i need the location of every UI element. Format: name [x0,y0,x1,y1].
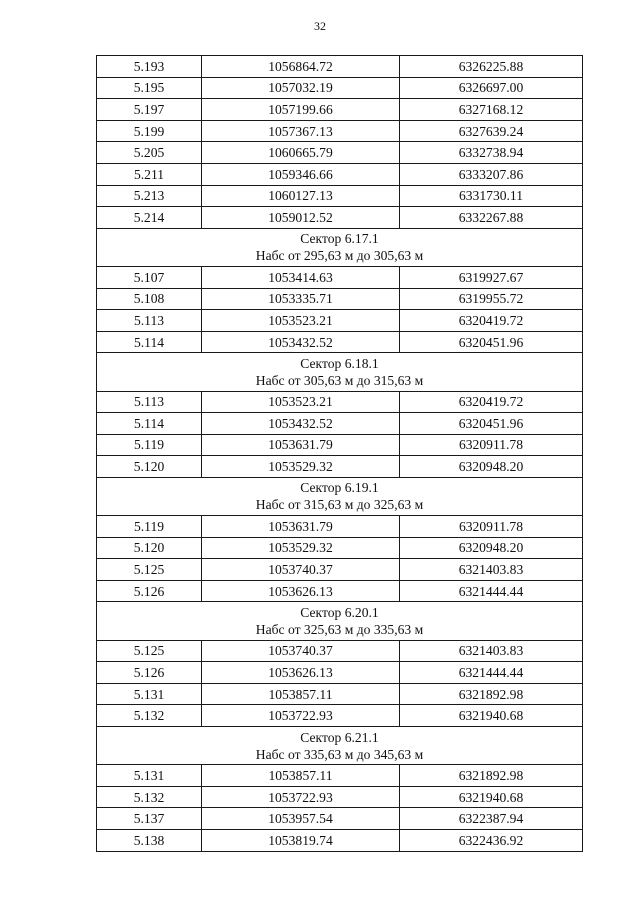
point-id-cell: 5.125 [97,559,202,581]
y-coordinate-cell: 6332267.88 [400,207,583,229]
point-id-cell: 5.120 [97,537,202,559]
table-row [97,207,583,229]
point-id-cell: 5.120 [97,456,202,478]
sector-header-row [97,353,583,391]
table-row [97,142,583,164]
x-coordinate-cell: 1053722.93 [202,705,400,727]
point-id-cell: 5.131 [97,765,202,787]
x-coordinate-cell: 1053626.13 [202,662,400,684]
point-id-cell: 5.114 [97,331,202,353]
x-coordinate-cell: 1053414.63 [202,266,400,288]
point-id-cell: 5.132 [97,786,202,808]
y-coordinate-cell: 6319927.67 [400,266,583,288]
point-id-cell: 5.205 [97,142,202,164]
table-row [97,662,583,684]
sector-header-row [97,727,583,765]
point-id-cell: 5.119 [97,434,202,456]
x-coordinate-cell: 1059012.52 [202,207,400,229]
sector-header-row [97,477,583,515]
point-id-cell: 5.199 [97,120,202,142]
table-row [97,808,583,830]
table-row [97,829,583,851]
x-coordinate-cell: 1053529.32 [202,456,400,478]
point-id-cell: 5.138 [97,829,202,851]
point-id-cell: 5.213 [97,185,202,207]
x-coordinate-cell: 1053722.93 [202,786,400,808]
y-coordinate-cell: 6321940.68 [400,786,583,808]
x-coordinate-cell: 1053432.52 [202,413,400,435]
table-row [97,559,583,581]
point-id-cell: 5.119 [97,516,202,538]
x-coordinate-cell: 1053631.79 [202,434,400,456]
x-coordinate-cell: 1053626.13 [202,580,400,602]
y-coordinate-cell: 6321403.83 [400,640,583,662]
y-coordinate-cell: 6320419.72 [400,310,583,332]
table-row [97,705,583,727]
table-row [97,434,583,456]
y-coordinate-cell: 6320451.96 [400,413,583,435]
point-id-cell: 5.214 [97,207,202,229]
x-coordinate-cell: 1053957.54 [202,808,400,830]
x-coordinate-cell: 1053529.32 [202,537,400,559]
table-row [97,266,583,288]
table-row [97,77,583,99]
x-coordinate-cell: 1053631.79 [202,516,400,538]
sector-header-cell [97,727,583,765]
x-coordinate-cell: 1053335.71 [202,288,400,310]
table-row [97,786,583,808]
point-id-cell: 5.197 [97,99,202,121]
sector-height-range: Набс от 325,63 м до 335,63 м [255,622,424,638]
y-coordinate-cell: 6332738.94 [400,142,583,164]
x-coordinate-cell: 1053740.37 [202,640,400,662]
point-id-cell: 5.126 [97,662,202,684]
y-coordinate-cell: 6320419.72 [400,391,583,413]
sector-title: Сектор 6.17.1 [300,231,379,247]
table-row [97,765,583,787]
sector-header-row [97,228,583,266]
point-id-cell: 5.211 [97,163,202,185]
point-id-cell: 5.131 [97,683,202,705]
y-coordinate-cell: 6321940.68 [400,705,583,727]
point-id-cell: 5.126 [97,580,202,602]
x-coordinate-cell: 1053740.37 [202,559,400,581]
x-coordinate-cell: 1056864.72 [202,56,400,78]
table-row [97,683,583,705]
x-coordinate-cell: 1060127.13 [202,185,400,207]
sector-header-cell [97,228,583,266]
x-coordinate-cell: 1057367.13 [202,120,400,142]
table-row [97,640,583,662]
sector-height-range: Набс от 295,63 м до 305,63 м [255,248,424,264]
point-id-cell: 5.107 [97,266,202,288]
table-row [97,310,583,332]
table-row [97,56,583,78]
table-row [97,331,583,353]
table-row [97,288,583,310]
x-coordinate-cell: 1053857.11 [202,765,400,787]
x-coordinate-cell: 1053819.74 [202,829,400,851]
y-coordinate-cell: 6321444.44 [400,662,583,684]
sector-height-range: Набс от 335,63 м до 345,63 м [255,746,424,762]
x-coordinate-cell: 1053523.21 [202,310,400,332]
sector-title: Сектор 6.18.1 [300,355,379,371]
sector-header-cell [97,477,583,515]
coordinates-table [96,55,583,852]
coordinates-table-body [97,56,583,852]
table-row [97,456,583,478]
table-row [97,537,583,559]
y-coordinate-cell: 6319955.72 [400,288,583,310]
point-id-cell: 5.195 [97,77,202,99]
point-id-cell: 5.108 [97,288,202,310]
y-coordinate-cell: 6320911.78 [400,434,583,456]
y-coordinate-cell: 6327639.24 [400,120,583,142]
sector-header-row [97,602,583,640]
y-coordinate-cell: 6321892.98 [400,683,583,705]
point-id-cell: 5.125 [97,640,202,662]
y-coordinate-cell: 6327168.12 [400,99,583,121]
table-row [97,391,583,413]
y-coordinate-cell: 6321403.83 [400,559,583,581]
x-coordinate-cell: 1053523.21 [202,391,400,413]
y-coordinate-cell: 6320948.20 [400,537,583,559]
sector-title: Сектор 6.21.1 [300,729,379,745]
sector-height-range: Набс от 305,63 м до 315,63 м [255,372,424,388]
table-row [97,185,583,207]
x-coordinate-cell: 1053432.52 [202,331,400,353]
sector-header-cell [97,602,583,640]
x-coordinate-cell: 1053857.11 [202,683,400,705]
sector-height-range: Набс от 315,63 м до 325,63 м [255,497,424,513]
y-coordinate-cell: 6331730.11 [400,185,583,207]
y-coordinate-cell: 6333207.86 [400,163,583,185]
x-coordinate-cell: 1057199.66 [202,99,400,121]
y-coordinate-cell: 6320948.20 [400,456,583,478]
point-id-cell: 5.113 [97,391,202,413]
point-id-cell: 5.193 [97,56,202,78]
sector-header-cell [97,353,583,391]
y-coordinate-cell: 6321444.44 [400,580,583,602]
table-row [97,580,583,602]
table-row [97,120,583,142]
y-coordinate-cell: 6320911.78 [400,516,583,538]
table-row [97,163,583,185]
point-id-cell: 5.132 [97,705,202,727]
point-id-cell: 5.114 [97,413,202,435]
x-coordinate-cell: 1060665.79 [202,142,400,164]
point-id-cell: 5.113 [97,310,202,332]
x-coordinate-cell: 1059346.66 [202,163,400,185]
x-coordinate-cell: 1057032.19 [202,77,400,99]
table-row [97,516,583,538]
y-coordinate-cell: 6322436.92 [400,829,583,851]
table-row [97,99,583,121]
sector-title: Сектор 6.20.1 [300,605,379,621]
page-number: 32 [314,19,326,33]
y-coordinate-cell: 6322387.94 [400,808,583,830]
point-id-cell: 5.137 [97,808,202,830]
table-row [97,413,583,435]
y-coordinate-cell: 6326697.00 [400,77,583,99]
sector-title: Сектор 6.19.1 [300,480,379,496]
y-coordinate-cell: 6321892.98 [400,765,583,787]
y-coordinate-cell: 6326225.88 [400,56,583,78]
y-coordinate-cell: 6320451.96 [400,331,583,353]
